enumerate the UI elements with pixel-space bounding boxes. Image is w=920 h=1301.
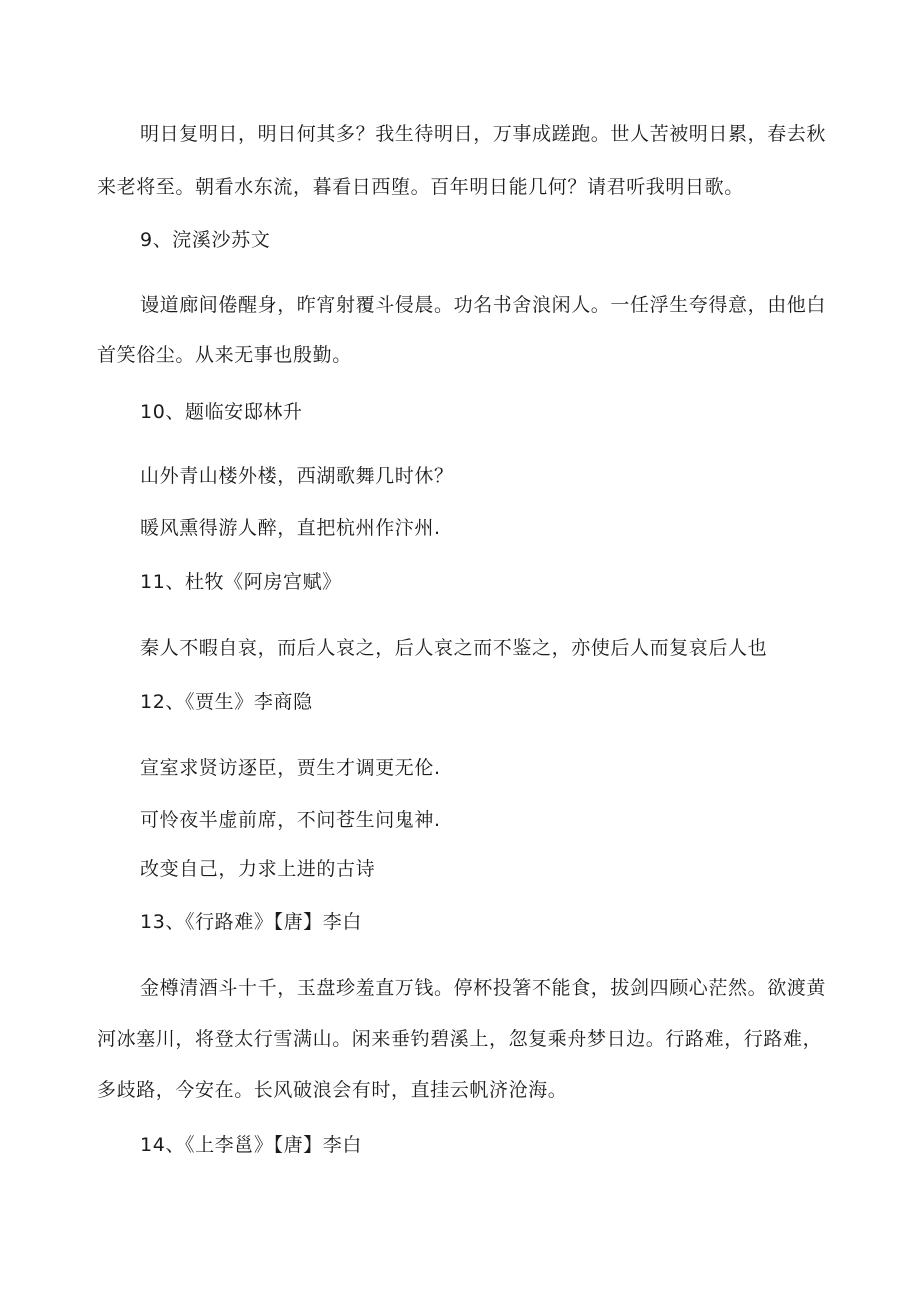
item-9-heading: 9、浣溪沙苏文 <box>140 229 271 251</box>
poem-11-text-line-2: 暖风熏得游人醉，直把杭州作汴州. <box>140 517 441 539</box>
item-12-heading: 12、《贾生》李商隐 <box>140 691 313 713</box>
item-14-heading: 14、《上李邕》【唐】李白 <box>140 1134 362 1156</box>
item-11-heading: 11、杜牧《阿房宫赋》 <box>140 571 342 593</box>
poem-13-text-line-1: 金樽清酒斗十千，玉盘珍羞直万钱。停杯投箸不能食，拔剑四顾心茫然。欲渡黄 <box>140 977 827 999</box>
item-13-heading: 13、《行路难》【唐】李白 <box>140 911 362 933</box>
section-heading: 改变自己，力求上进的古诗 <box>140 858 376 880</box>
poem-10-text-line-2: 首笑俗尘。从来无事也殷勤。 <box>97 344 352 366</box>
item-10-heading: 10、题临安邸林升 <box>140 401 303 423</box>
poem-13-text-line-2: 河冰塞川，将登太行雪满山。闲来垂钓碧溪上，忽复乘舟梦日边。行路难，行路难， <box>97 1028 823 1050</box>
poem-12-text-line-2: 可怜夜半虚前席，不问苍生问鬼神. <box>140 809 441 831</box>
poem-9-text-line-2: 来老将至。朝看水东流，暮看日西堕。百年明日能几何？请君听我明日歌。 <box>97 176 744 198</box>
poem-10-text-line-1: 谩道廊间倦醒身，昨宵射覆斗侵晨。功名书舍浪闲人。一任浮生夸得意，由他白 <box>140 294 827 316</box>
poem-9-text-line-1: 明日复明日，明日何其多？我生待明日，万事成蹉跑。世人苦被明日累，春去秋 <box>140 123 827 145</box>
poem-12-text-line-1: 宣室求贤访逐臣，贾生才调更无伦. <box>140 757 441 779</box>
passage-11-text: 秦人不暇自哀，而后人哀之，后人哀之而不鉴之，亦使后人而复哀后人也 <box>140 637 768 659</box>
poem-11-text-line-1: 山外青山楼外楼，西湖歌舞几时休？ <box>140 465 454 487</box>
poem-13-text-line-3: 多歧路，今安在。长风破浪会有时，直挂云帆济沧海。 <box>97 1079 568 1101</box>
